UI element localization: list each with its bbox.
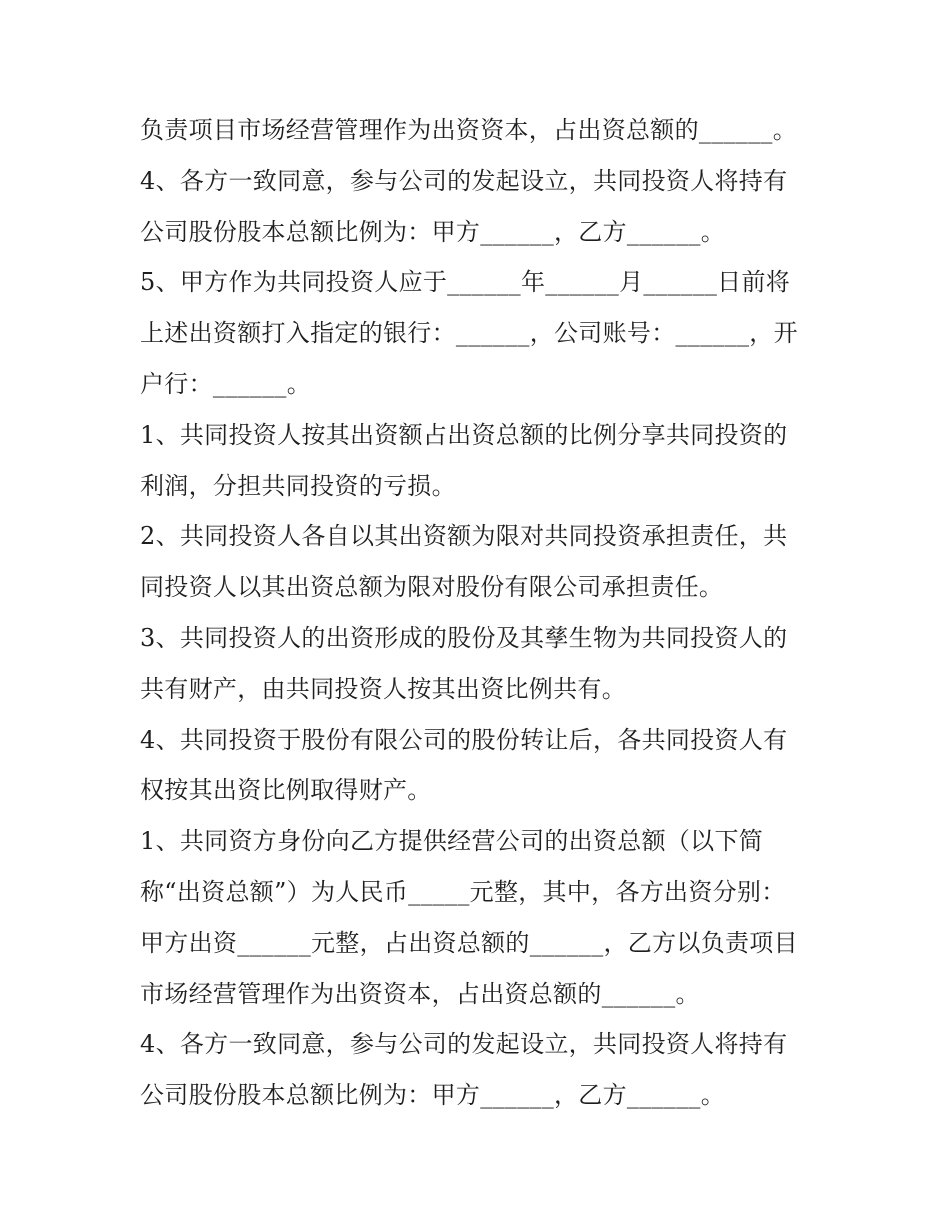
text-line: 共有财产，由共同投资人按其出资比例共有。 [140, 674, 626, 703]
text-line: 负责项目市场经营管理作为出资资本，占出资总额的______。 [140, 116, 797, 144]
text-line: 利润，分担共同投资的亏损。 [140, 471, 456, 500]
text-line: 公司股份股本总额比例为：甲方______，乙方______。 [140, 217, 725, 246]
text-line: 同投资人以其出资总额为限对股份有限公司承担责任。 [140, 573, 724, 602]
text-line: 1、共同资方身份向乙方提供经营公司的出资总额（以下简 [140, 827, 764, 856]
text-line: 2、共同投资人各自以其出资额为限对共同投资承担责任，共 [140, 522, 788, 551]
text-line: 上述出资额打入指定的银行：______，公司账号：______，开 [140, 319, 798, 348]
text-line: 户行：______。 [140, 369, 311, 398]
text-line: 甲方出资______元整，占出资总额的______，乙方以负责项目 [140, 928, 798, 957]
text-line: 权按其出资比例取得财产。 [140, 776, 432, 805]
text-line: 4、共同投资于股份有限公司的股份转让后，各共同投资人有 [140, 725, 788, 754]
text-line: 4、各方一致同意，参与公司的发起设立，共同投资人将持有 [140, 166, 788, 195]
text-line: 4、各方一致同意，参与公司的发起设立，共同投资人将持有 [140, 1030, 788, 1059]
text-line: 市场经营管理作为出资资本，占出资总额的______。 [140, 979, 700, 1008]
text-line: 5、甲方作为共同投资人应于______年______月______日前将 [140, 268, 791, 297]
document-body [140, 105, 820, 1121]
text-line: 称“出资总额”）为人民币_____元整，其中，各方出资分别： [140, 877, 786, 906]
text-line: 1、共同投资人按其出资额占出资总额的比例分享共同投资的 [140, 420, 788, 449]
text-line: 公司股份股本总额比例为：甲方______，乙方______。 [140, 1081, 725, 1110]
text-line: 3、共同投资人的出资形成的股份及其孳生物为共同投资人的 [140, 623, 788, 652]
